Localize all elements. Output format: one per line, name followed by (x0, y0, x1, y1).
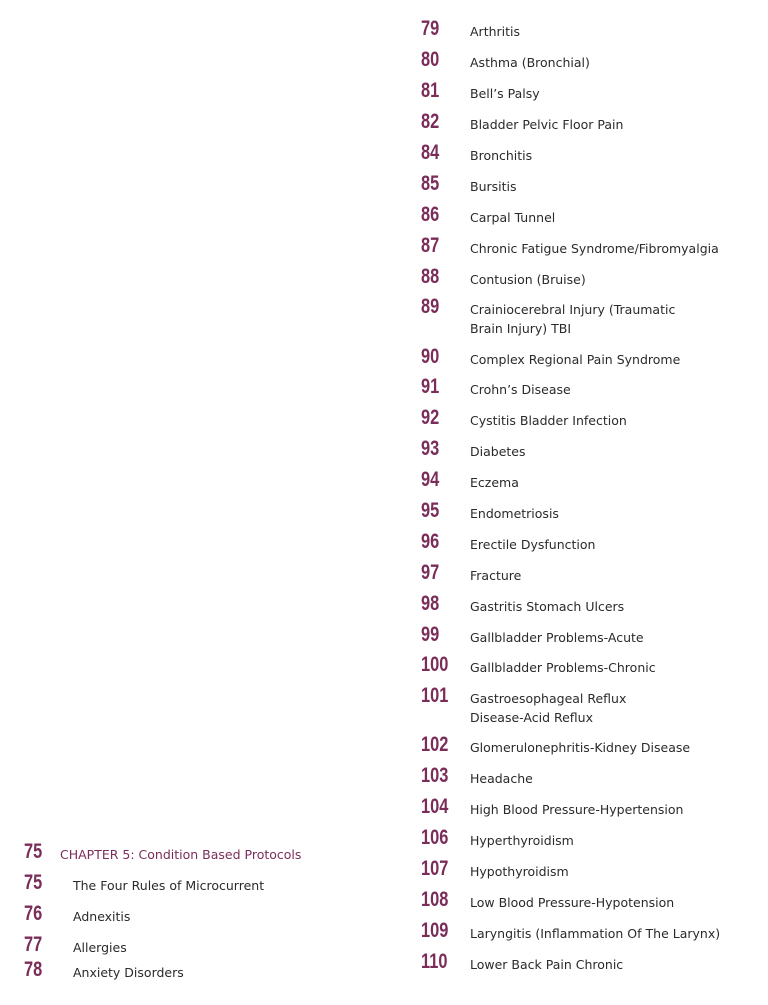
entry-title: Gallbladder Problems-Chronic (470, 660, 656, 675)
page-number: 108 (421, 888, 449, 911)
entry-title: Chronic Fatigue Syndrome/Fibromyalgia (470, 241, 719, 256)
page-number: 97 (421, 561, 440, 584)
entry-title: Hypothyroidism (470, 864, 569, 879)
page-number: 80 (421, 48, 440, 71)
entry-title: Bronchitis (470, 148, 533, 163)
entry-title: Cystitis Bladder Infection (470, 413, 627, 428)
entry-title: Complex Regional Pain Syndrome (470, 352, 681, 367)
page-number: 82 (421, 110, 440, 133)
entry-title-line-2: Brain Injury) TBI (470, 321, 572, 336)
page-number: 94 (421, 468, 440, 491)
entry-title: Crohn’s Disease (470, 382, 571, 397)
page-number: 99 (421, 623, 440, 646)
page-number: 101 (421, 684, 449, 707)
entry-title: Eczema (470, 475, 519, 490)
page-number: 87 (421, 234, 440, 257)
entry-title: Adnexitis (73, 909, 131, 924)
entry-title: Crainiocerebral Injury (Traumatic (470, 302, 676, 317)
page-number: 95 (421, 499, 440, 522)
entry-title: Bursitis (470, 179, 517, 194)
page-number: 76 (24, 902, 43, 925)
entry-title: Contusion (Bruise) (470, 272, 586, 287)
chapter-heading: CHAPTER 5: Condition Based Protocols (60, 847, 302, 862)
page-number: 92 (421, 406, 440, 429)
entry-title: Diabetes (470, 444, 526, 459)
page-number: 93 (421, 437, 440, 460)
entry-title: Low Blood Pressure-Hypotension (470, 895, 675, 910)
entry-title: High Blood Pressure-Hypertension (470, 802, 684, 817)
entry-title: Glomerulonephritis-Kidney Disease (470, 740, 691, 755)
entry-title: Hyperthyroidism (470, 833, 574, 848)
entry-title: Asthma (Bronchial) (470, 55, 590, 70)
page-number: 110 (421, 950, 448, 973)
page-number: 85 (421, 172, 440, 195)
page-number: 91 (421, 375, 440, 398)
entry-title: Headache (470, 771, 533, 786)
entry-title: Allergies (73, 940, 127, 955)
page-number: 102 (421, 733, 449, 756)
page-number: 78 (24, 958, 43, 981)
page-number: 98 (421, 592, 440, 615)
page-number: 81 (421, 79, 440, 102)
page-number: 104 (421, 795, 449, 818)
entry-title: Fracture (470, 568, 522, 583)
page-number: 96 (421, 530, 440, 553)
page-number: 106 (421, 826, 449, 849)
entry-title: Lower Back Pain Chronic (470, 957, 624, 972)
entry-title: The Four Rules of Microcurrent (73, 878, 265, 893)
page-number: 84 (421, 141, 440, 164)
page-number: 89 (421, 295, 440, 318)
entry-title: Carpal Tunnel (470, 210, 556, 225)
page-number: 103 (421, 764, 449, 787)
page-number: 86 (421, 203, 440, 226)
page-number: 79 (421, 17, 440, 40)
page-number: 77 (24, 933, 43, 956)
page-number: 90 (421, 345, 440, 368)
entry-title: Anxiety Disorders (73, 965, 184, 980)
entry-title: Gastroesophageal Reflux (470, 691, 627, 706)
entry-title-line-2: Disease-Acid Reflux (470, 710, 593, 725)
page-number: 107 (421, 857, 449, 880)
entry-title: Erectile Dysfunction (470, 537, 596, 552)
page-number: 75 (24, 871, 43, 894)
page-number: 75 (24, 840, 43, 863)
page-number: 88 (421, 265, 440, 288)
entry-title: Gastritis Stomach Ulcers (470, 599, 625, 614)
entry-title: Gallbladder Problems-Acute (470, 630, 644, 645)
entry-title: Endometriosis (470, 506, 559, 521)
entry-title: Arthritis (470, 24, 521, 39)
entry-title: Bell’s Palsy (470, 86, 540, 101)
page-number: 100 (421, 653, 449, 676)
entry-title: Laryngitis (Inflammation Of The Larynx) (470, 926, 721, 941)
entry-title: Bladder Pelvic Floor Pain (470, 117, 624, 132)
page-number: 109 (421, 919, 449, 942)
